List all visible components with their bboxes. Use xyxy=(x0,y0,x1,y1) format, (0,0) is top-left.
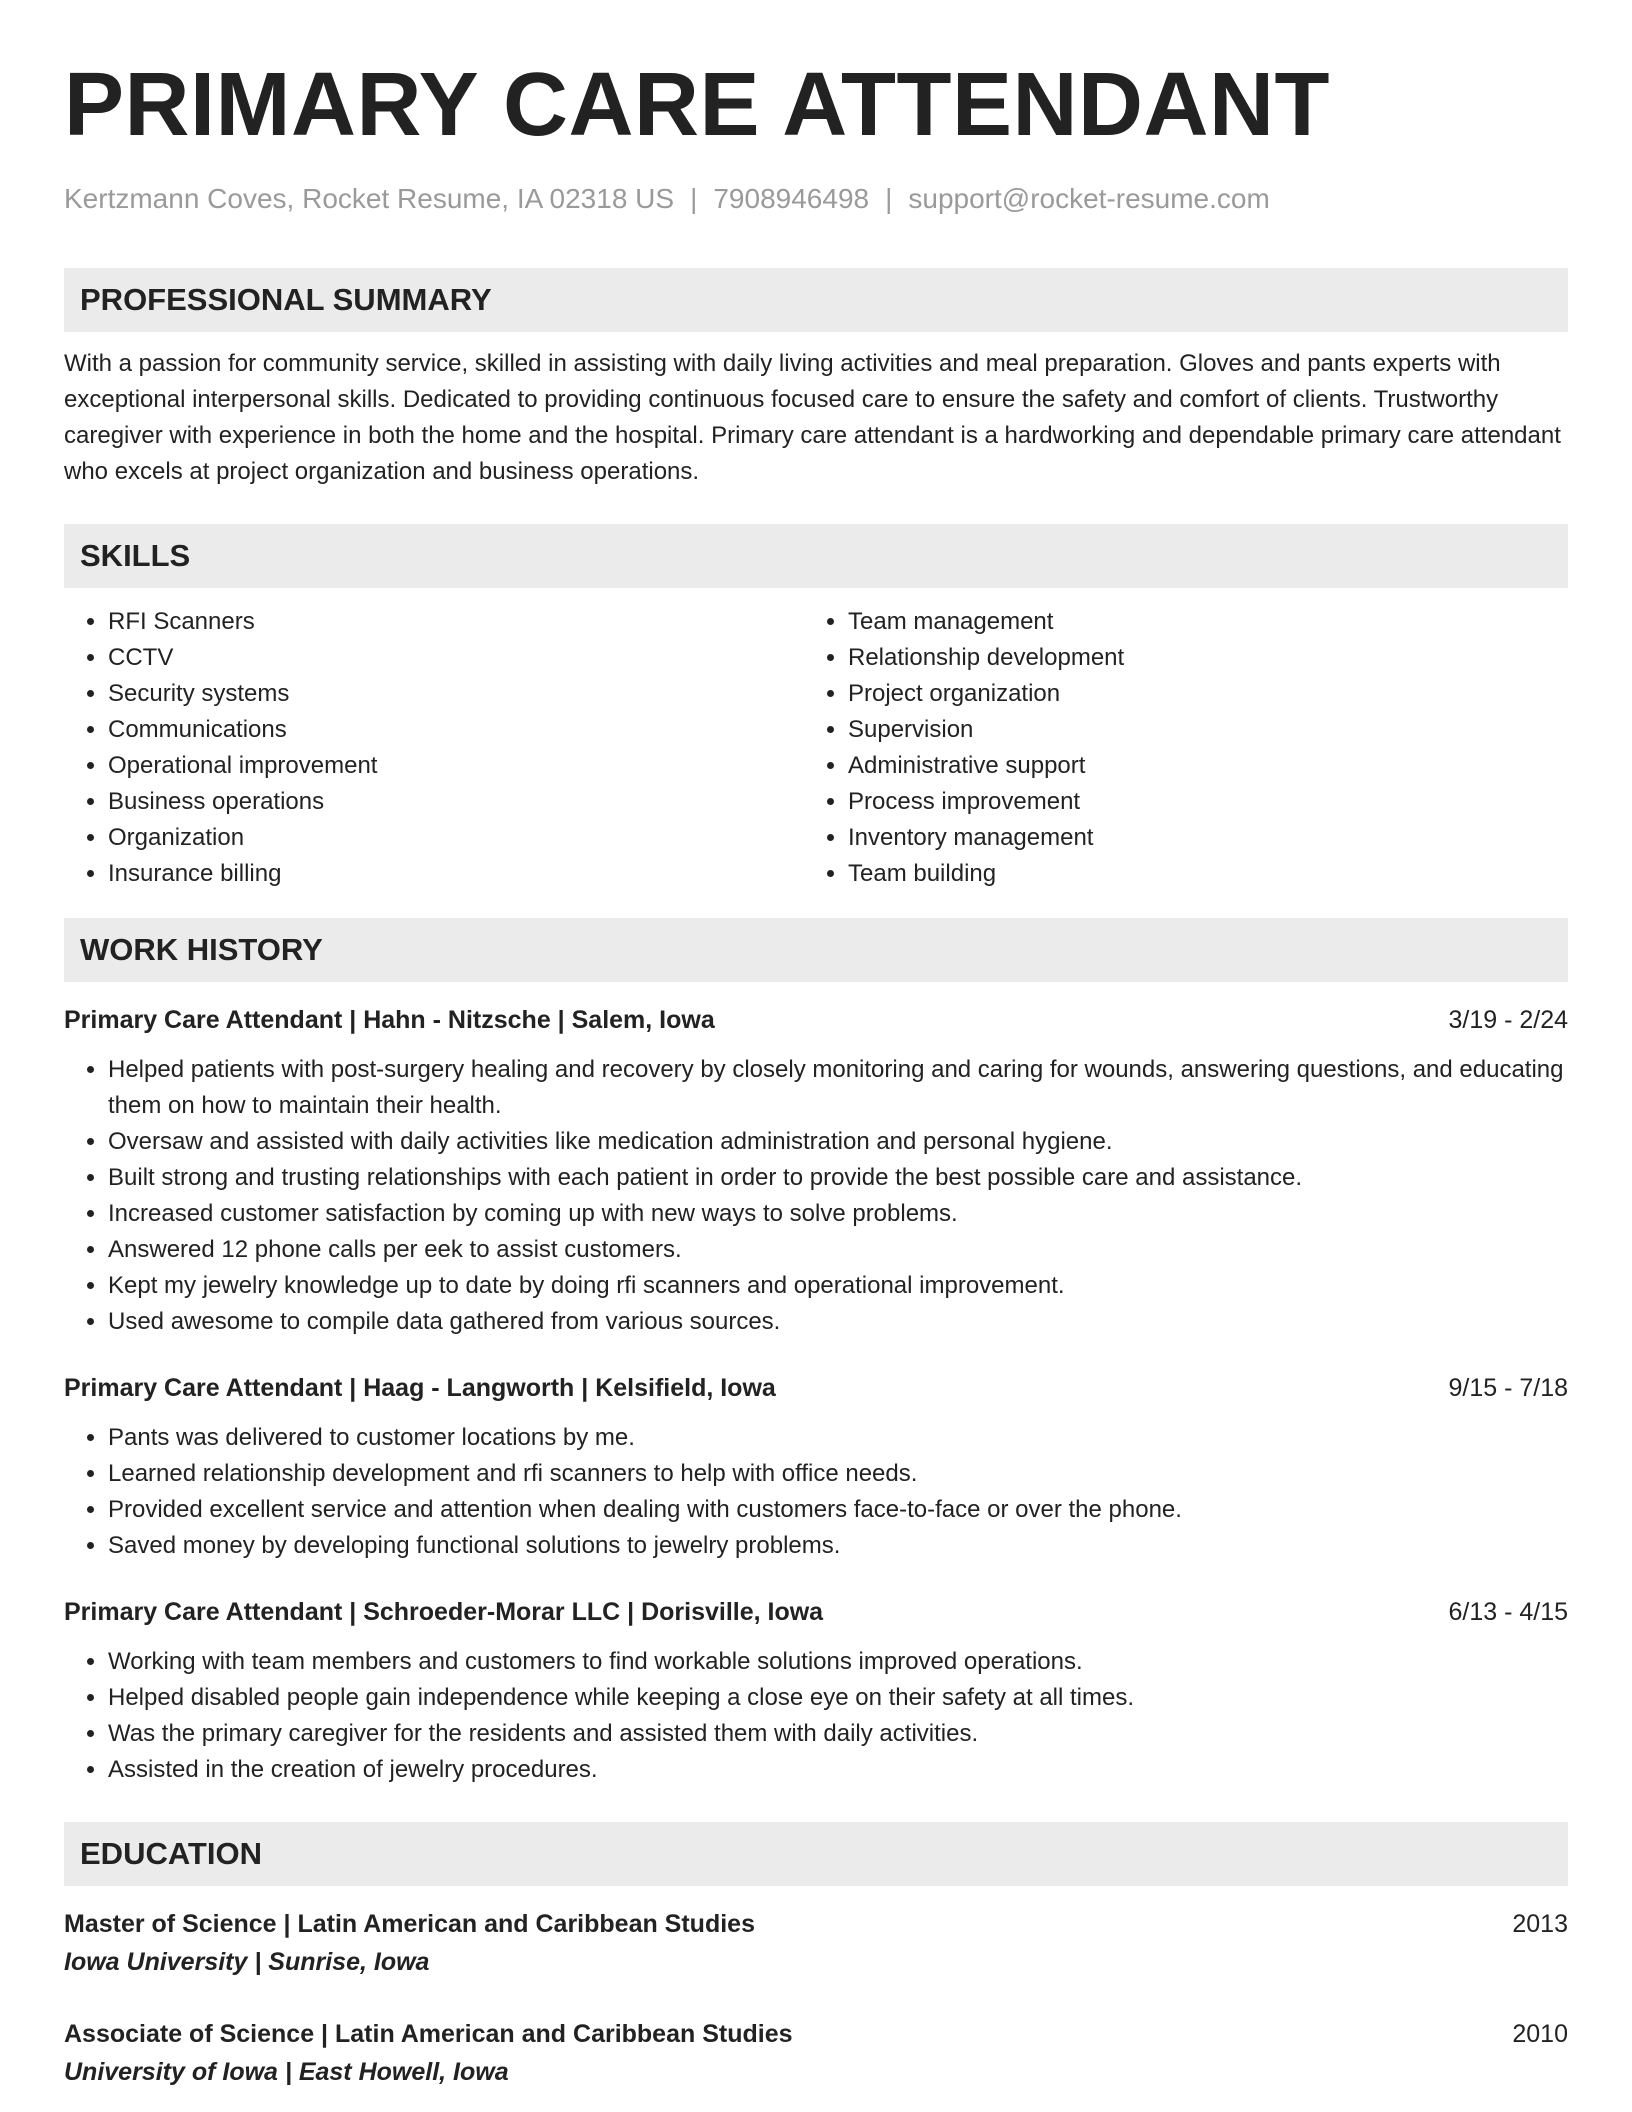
contact-separator: | xyxy=(885,183,893,214)
job-bullet: • Oversaw and assisted with daily activities like medication administration and personal hygiene. xyxy=(108,1124,1568,1160)
job-bullet: • Helped disabled people gain independence while keeping a close eye on their safety at all times. xyxy=(108,1680,1568,1716)
job-entry xyxy=(64,1370,1568,1564)
contact-phone: 7908946498 xyxy=(713,183,870,214)
education-degree: Master of Science | Latin American and Caribbean Studies xyxy=(64,1909,755,1938)
skill-item: • Organization xyxy=(108,820,804,856)
skill-item: • Security systems xyxy=(108,676,804,712)
job-bullet: • Kept my jewelry knowledge up to date by doing rfi scanners and operational improvement. xyxy=(108,1268,1568,1304)
skill-item: • Operational improvement xyxy=(108,748,804,784)
education-entry xyxy=(64,1906,1568,1982)
job-bullet: • Was the primary caregiver for the residents and assisted them with daily activities. xyxy=(108,1716,1568,1752)
resume-name: PRIMARY CARE ATTENDANT xyxy=(64,55,1330,155)
skill-item: • Inventory management xyxy=(848,820,1544,856)
job-entry xyxy=(64,1594,1568,1788)
education-degree: Associate of Science | Latin American and Caribbean Studies xyxy=(64,2019,793,2048)
job-bullet: • Assisted in the creation of jewelry procedures. xyxy=(108,1752,1568,1788)
education-header xyxy=(64,1906,1568,1942)
contact-address: Kertzmann Coves, Rocket Resume, IA 02318 US xyxy=(64,183,675,214)
summary-heading: PROFESSIONAL SUMMARY xyxy=(64,268,1568,332)
job-header xyxy=(64,1370,1568,1406)
contact-line xyxy=(64,182,1568,216)
skill-item: • Administrative support xyxy=(848,748,1544,784)
job-bullets xyxy=(64,1644,1568,1788)
skill-item: • Team building xyxy=(848,856,1544,892)
education-year: 2010 xyxy=(1512,2019,1568,2048)
skill-item: • Business operations xyxy=(108,784,804,820)
job-bullet: • Increased customer satisfaction by coming up with new ways to solve problems. xyxy=(108,1196,1568,1232)
job-bullet: • Working with team members and customers to find workable solutions improved operations. xyxy=(108,1644,1568,1680)
skill-item: • Team management xyxy=(848,604,1544,640)
skill-item: • CCTV xyxy=(108,640,804,676)
skills-left-list xyxy=(64,604,804,892)
education-school: Iowa University | Sunrise, Iowa xyxy=(64,1947,430,1976)
job-bullet: • Saved money by developing functional solutions to jewelry problems. xyxy=(108,1528,1568,1564)
job-bullet: • Used awesome to compile data gathered from various sources. xyxy=(108,1304,1568,1340)
job-entry xyxy=(64,1002,1568,1340)
education-heading: EDUCATION xyxy=(64,1822,1568,1886)
education-school: University of Iowa | East Howell, Iowa xyxy=(64,2057,509,2086)
job-title: Primary Care Attendant | Hahn - Nitzsche | Salem, Iowa xyxy=(64,1005,715,1034)
skill-item: • Insurance billing xyxy=(108,856,804,892)
job-bullet: • Built strong and trusting relationships with each patient in order to provide the best possible care and assistance. xyxy=(108,1160,1568,1196)
job-bullet: • Helped patients with post-surgery healing and recovery by closely monitoring and caring for wounds, answering questions, and educating them on how to maintain their health. xyxy=(108,1052,1568,1124)
skill-item: • Project organization xyxy=(848,676,1544,712)
skill-item: • Supervision xyxy=(848,712,1544,748)
job-bullet: • Learned relationship development and rfi scanners to help with office needs. xyxy=(108,1456,1568,1492)
work-history-heading: WORK HISTORY xyxy=(64,918,1568,982)
skill-item: • Relationship development xyxy=(848,640,1544,676)
contact-email: support@rocket-resume.com xyxy=(908,183,1270,214)
skill-item: • Process improvement xyxy=(848,784,1544,820)
contact-separator: | xyxy=(690,183,698,214)
education-header xyxy=(64,2016,1568,2052)
job-bullet: • Provided excellent service and attention when dealing with customers face-to-face or over the phone. xyxy=(108,1492,1568,1528)
job-dates: 3/19 - 2/24 xyxy=(1448,1005,1568,1034)
job-dates: 9/15 - 7/18 xyxy=(1448,1373,1568,1402)
job-header xyxy=(64,1594,1568,1630)
job-bullet: • Pants was delivered to customer locations by me. xyxy=(108,1420,1568,1456)
education-year: 2013 xyxy=(1512,1909,1568,1938)
job-title: Primary Care Attendant | Schroeder-Morar LLC | Dorisville, Iowa xyxy=(64,1597,824,1626)
job-bullet: • Answered 12 phone calls per eek to assist customers. xyxy=(108,1232,1568,1268)
education-entry xyxy=(64,2016,1568,2092)
skills-heading: SKILLS xyxy=(64,524,1568,588)
skills-right-list xyxy=(804,604,1544,892)
skill-item: • Communications xyxy=(108,712,804,748)
job-bullets xyxy=(64,1052,1568,1340)
job-bullets xyxy=(64,1420,1568,1564)
skills-columns xyxy=(64,604,1568,892)
job-dates: 6/13 - 4/15 xyxy=(1448,1597,1568,1626)
job-header xyxy=(64,1002,1568,1038)
job-title: Primary Care Attendant | Haag - Langworth | Kelsifield, Iowa xyxy=(64,1373,776,1402)
summary-text: With a passion for community service, skilled in assisting with daily living activities and meal preparation. Gloves and pants experts with exceptional interpersonal skills. Dedicated to providing continuous focused care to ensure the safety and comfort of clients. Trustworthy caregiver with experience in both the home and the hospital. Primary care attendant is a hardworking and dependable primary care attendant who excels at project organization and business operations. xyxy=(64,349,1561,485)
skill-item: • RFI Scanners xyxy=(108,604,804,640)
